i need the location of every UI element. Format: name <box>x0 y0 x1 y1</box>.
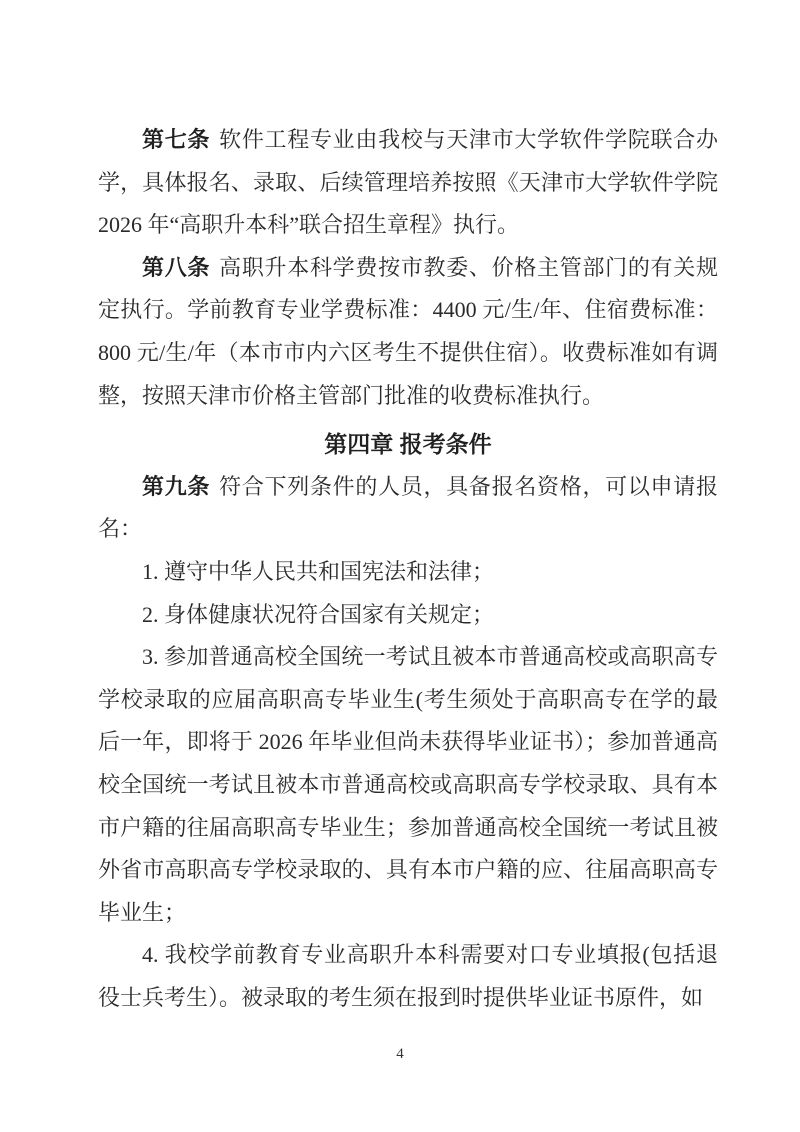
condition-item-1: 1. 遵守中华人民共和国宪法和法律； <box>142 558 495 584</box>
condition-item-3: 3. 参加普通高校全国统一考试且被本市普通高校或高职高专学校录取的应届高职高专毕业生(考生须处于高职高专在学的最后一年，即将于 2026 年毕业但尚未获得毕业证书）；参加普通高校全国统一考试且被本市普通高校或高职高专学校录取、具有本市户籍的往届高职高专毕业生；参加普通高校全国统一考试且被外省市高职高专学校录取的、具有本市户籍的应、往届高职高专毕业生； <box>98 644 718 925</box>
article-9 <box>98 466 718 551</box>
article-7-text: 软件工程专业由我校与天津市大学软件学院联合办学，具体报名、录取、后续管理培养按照《天津市大学软件学院 2026 年“高职升本科”联合招生章程》执行。 <box>98 127 718 238</box>
article-9-text: 符合下列条件的人员，具备报名资格，可以申请报名： <box>98 473 718 542</box>
article-8 <box>98 247 718 417</box>
page-number: 4 <box>396 1046 404 1062</box>
article-7-label: 第七条 <box>142 127 211 152</box>
article-7 <box>98 119 718 247</box>
condition-item-2: 2. 身体健康状况符合国家有关规定； <box>142 601 495 627</box>
condition-item-4: 4. 我校学前教育专业高职升本科需要对口专业填报(包括退役士兵考生）。被录取的考生须在报到时提供毕业证书原件，如 <box>98 942 718 1010</box>
article-9-label: 第九条 <box>142 473 211 499</box>
article-8-text: 高职升本科学费按市教委、价格主管部门的有关规定执行。学前教育专业学费标准：4400 元/生/年、住宿费标准：800 元/生/年（本市市内六区考生不提供住宿）。收费标准如有调整，按照天津市价格主管部门批准的收费标准执行。 <box>98 254 718 408</box>
article-8-label: 第八条 <box>142 254 211 280</box>
chapter-4-heading: 第四章 报考条件 <box>324 431 492 458</box>
document-body <box>98 119 718 1019</box>
